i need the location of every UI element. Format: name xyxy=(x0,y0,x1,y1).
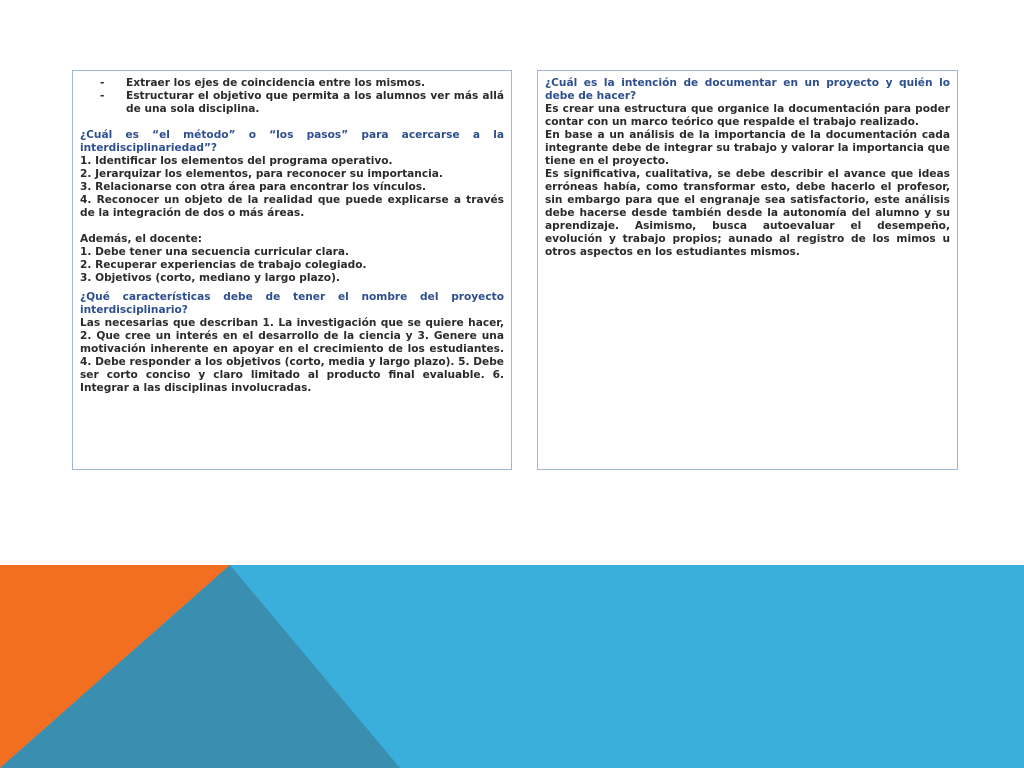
step-item: 2. Jerarquizar los elementos, para reconocer su importancia. xyxy=(80,168,443,180)
docente-item: 2. Recuperar experiencias de trabajo colegiado. xyxy=(80,259,367,271)
step-item: 1. Identificar los elementos del programa operativo. xyxy=(80,155,393,167)
left-text-panel xyxy=(72,70,512,470)
answer-name: Las necesarias que describan 1. La investigación que se quiere hacer, 2. Que cree un interés en el desarrollo de la ciencia y 3. Genere una motivación inherente en apoyar en el crecimiento de los estudiantes. 4. Debe responder a los objetivos (corto, media y largo plazo). 5. Debe ser corto conciso y claro limitado al producto final evaluable. 6. Integrar a las disciplinas involucradas. xyxy=(80,317,504,394)
answer-paragraph: En base a un análisis de la importancia de la documentación cada integrante debe de integrar su trabajo y valorar la importancia que tiene en el proyecto. xyxy=(545,129,950,167)
docente-item: 3. Objetivos (corto, mediano y largo plazo). xyxy=(80,272,340,284)
bullet-item: - Extraer los ejes de coincidencia entre los mismos. xyxy=(80,77,504,90)
bullet-list xyxy=(80,77,504,116)
question-method: ¿Cuál es “el método” o “los pasos” para acercarse a la interdisciplinariedad”? xyxy=(80,129,504,154)
question-documentation: ¿Cuál es la intención de documentar en un proyecto y quién lo debe de hacer? xyxy=(545,77,950,102)
answer-paragraph: Es significativa, cualitativa, se debe describir el avance que ideas erróneas había, como transformar esto, debe hacerlo el profesor, sin embargo para que el engranaje sea satisfactorio, este análisis debe hacerse desde también desde la autonomía del alumno y su aprendizaje. Asimismo, busca autoevaluar el desempeño, evolución y trabajo propios; aunado al registro de los mimos u otros aspectos en los estudiantes mismos. xyxy=(545,168,950,258)
right-text-panel xyxy=(537,70,958,470)
docente-title: Además, el docente: xyxy=(80,233,203,245)
question-name: ¿Qué características debe de tener el nombre del proyecto interdisciplinario? xyxy=(80,291,504,316)
answer-paragraph: Es crear una estructura que organice la documentación para poder contar con un marco teórico que respalde el trabajo realizado. xyxy=(545,103,950,128)
decorative-bottom-band xyxy=(0,565,1024,768)
bullet-item: - Estructurar el objetivo que permita a los alumnos ver más allá de una sola disciplina. xyxy=(80,90,504,116)
step-item: 4. Reconocer un objeto de la realidad que puede explicarse a través de la integración de dos o más áreas. xyxy=(80,194,504,219)
docente-item: 1. Debe tener una secuencia curricular clara. xyxy=(80,246,349,258)
step-item: 3. Relacionarse con otra área para encontrar los vínculos. xyxy=(80,181,427,193)
